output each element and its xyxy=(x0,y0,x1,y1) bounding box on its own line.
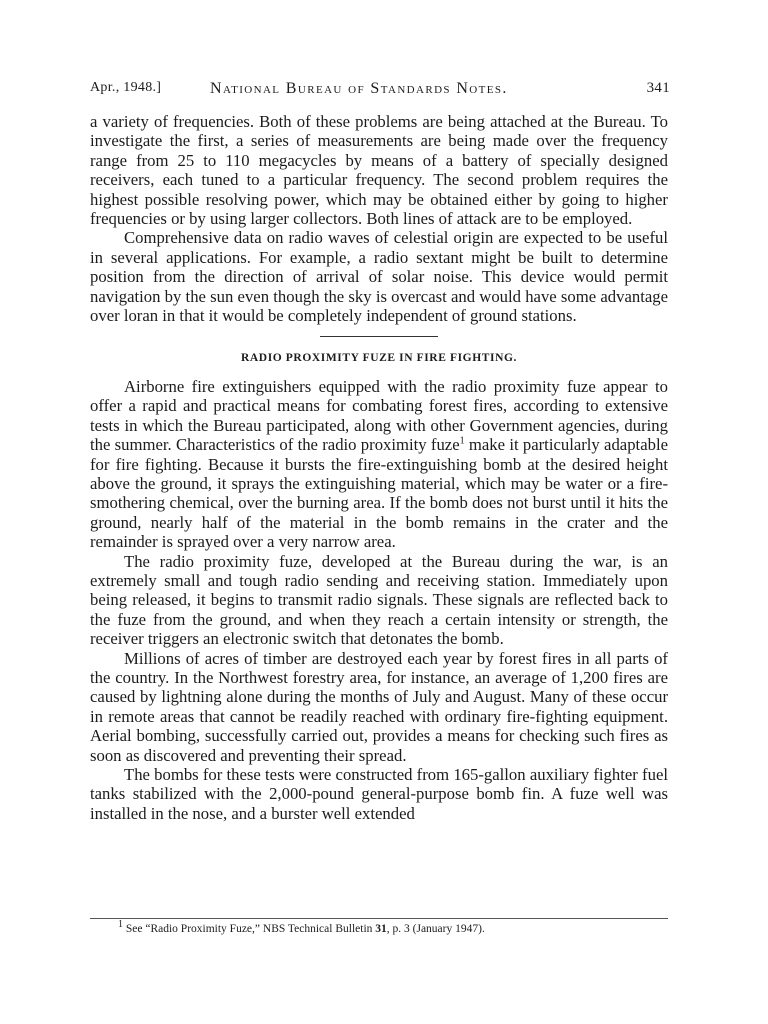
footnote-volume: 31 xyxy=(375,923,387,935)
paragraph xyxy=(90,377,668,552)
footnote xyxy=(118,919,668,936)
page-number: 341 xyxy=(646,80,670,96)
page-body xyxy=(90,112,668,823)
footnote-text: , p. 3 (January 1947). xyxy=(386,923,485,935)
footnote-mark: 1 xyxy=(118,919,123,931)
header-title: National Bureau of Standards Notes. xyxy=(210,80,508,97)
paragraph-text: Airborne fire extinguishers equipped with the radio proximity fuze appear to offer a rapid and practical means for combating forest fires, according to extensive tests in which the Bureau participated, along with other Government agencies, during the summer. Characteristics of the radio proximity fuze xyxy=(90,376,668,455)
footnote-divider xyxy=(90,918,668,919)
paragraph: The bombs for these tests were constructed from 165-gallon auxiliary fighter fuel tanks stabilized with the 2,000-pound general-purpose bomb fin. A fuze well was installed in the nose, and a burster well extended xyxy=(90,765,668,823)
paragraph: The radio proximity fuze, developed at the Bureau during the war, is an extremely small and tough radio sending and receiving station. Immediately upon being released, it begins to transmit radio signals. These signals are reflected back to the fuze from the ground, and when they reach a certain intensity or strength, the receiver triggers an electronic switch that detonates the bomb. xyxy=(90,551,668,649)
paragraph: Comprehensive data on radio waves of celestial origin are expected to be useful in several applications. For example, a radio sextant might be built to determine position from the direction of arrival of solar noise. This device would permit navigation by the sun even though the sky is overcast and would have some advantage over loran in that it would be completely independent of ground stations. xyxy=(90,228,668,326)
paragraph-continued: a variety of frequencies. Both of these problems are being attached at the Bureau. To investigate the first, a series of measurements are being made over the frequency range from 25 to 110 megacycles by means of a battery of specially designed receivers, each tuned to a particular frequency. The second problem requires the highest possible resolving power, which may be obtained either by going to higher frequencies or by using larger collectors. Both lines of attack are to be employed. xyxy=(90,112,668,229)
footnote-text: See “Radio Proximity Fuze,” NBS Technical Bulletin xyxy=(123,923,376,935)
section-divider xyxy=(320,336,438,337)
section-title: RADIO PROXIMITY FUZE IN FIRE FIGHTING. xyxy=(240,352,518,365)
header-date: Apr., 1948.] xyxy=(90,80,162,95)
paragraph-text: make it particularly adaptable for fire fighting. Because it bursts the fire-extinguishing bomb at the desired height above the ground, it sprays the extinguishing material, which may be water or a fire-smothering chemical, over the burning area. If the bomb does not burst until it hits the ground, nearly half of the material in the bomb remains in the crater and the remainder is sprayed over a very narrow area. xyxy=(90,435,668,552)
footnote-reference: 1 xyxy=(459,435,465,447)
paragraph: Millions of acres of timber are destroyed each year by forest fires in all parts of the country. In the Northwest forestry area, for instance, an average of 1,200 fires are caused by lightning alone during the months of July and August. Many of these occur in remote areas that cannot be readily reached with ordinary fire-fighting equipment. Aerial bombing, successfully carried out, provides a means for checking such fires as soon as discovered and preventing their spread. xyxy=(90,648,668,765)
